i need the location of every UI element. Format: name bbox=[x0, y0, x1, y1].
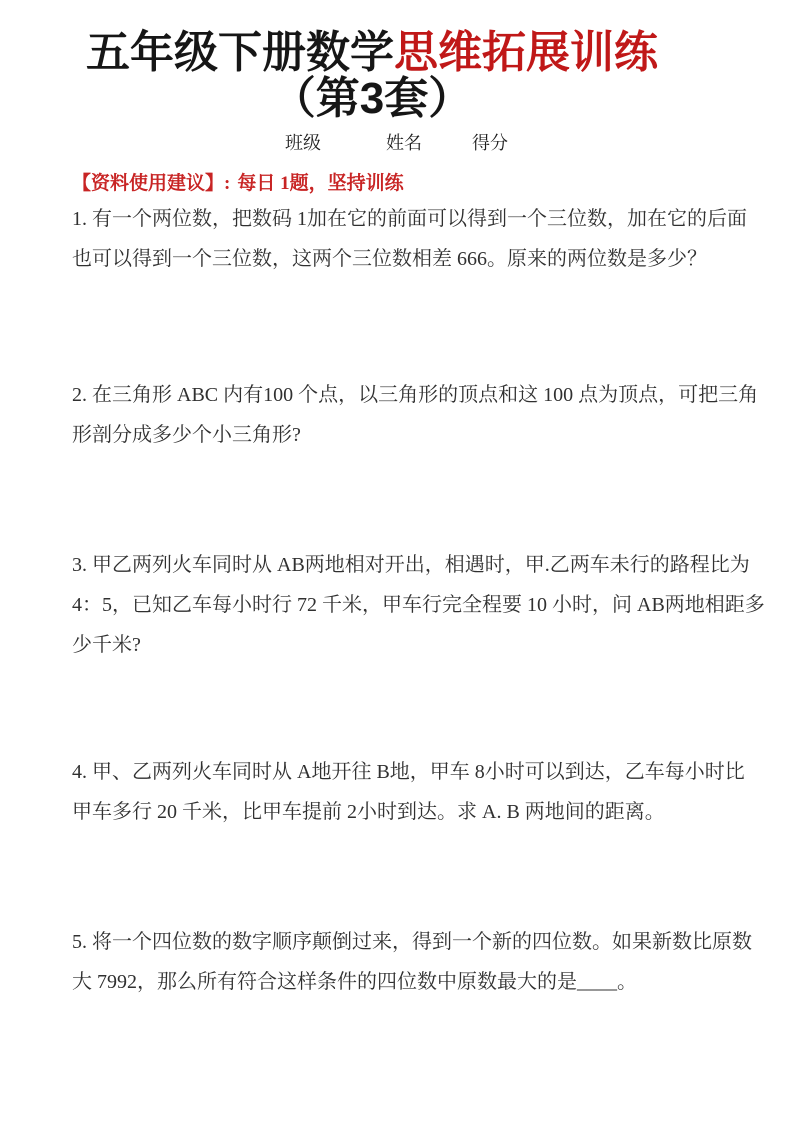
fields-row bbox=[285, 132, 793, 154]
page-title bbox=[72, 30, 672, 122]
question-2 bbox=[72, 375, 759, 455]
question-4-line-1: 4. 甲、乙两列火车同时从 A地开往 B地，甲车 8小时可以到达，乙车每小时比 bbox=[72, 761, 745, 783]
question-1 bbox=[72, 199, 747, 279]
question-3-line-1: 3. 甲乙两列火车同时从 AB两地相对开出，相遇时，甲.乙两车未行的路程比为 bbox=[72, 554, 750, 576]
question-2-line-1: 2. 在三角形 ABC 内有100 个点，以三角形的顶点和这 100 点为顶点，可把三角 bbox=[72, 384, 759, 406]
question-2-line-2: 形剖分成多少个小三角形? bbox=[72, 424, 301, 446]
advisory-text: 每日 1题，坚持训练 bbox=[237, 173, 404, 194]
question-5-line-1: 5. 将一个四位数的数字顺序颠倒过来，得到一个新的四位数。如果新数比原数 bbox=[72, 931, 752, 953]
name-label: 姓名 bbox=[386, 133, 422, 153]
question-3-line-3: 少千米? bbox=[72, 634, 141, 656]
advisory-label: 【资料使用建议】: bbox=[72, 173, 231, 194]
worksheet-body bbox=[0, 172, 793, 1002]
question-4-line-2: 甲车多行 20 千米，比甲车提前 2小时到达。求 A. B 两地间的距离。 bbox=[72, 801, 665, 823]
title-black-segment: 五年级下册数学 bbox=[86, 28, 394, 77]
question-5-line-2: 大 7992，那么所有符合这样条件的四位数中原数最大的是____。 bbox=[72, 971, 637, 993]
class-label: 班级 bbox=[285, 133, 321, 153]
question-1-line-2: 也可以得到一个三位数，这两个三位数相差 666。原来的两位数是多少？ bbox=[72, 248, 707, 270]
question-1-line-1: 1. 有一个两位数，把数码 1加在它的前面可以得到一个三位数，加在它的后面 bbox=[72, 208, 747, 230]
advisory-line bbox=[72, 172, 733, 195]
question-5 bbox=[72, 922, 752, 1002]
title-red-segment: 思维拓展训练 bbox=[394, 28, 658, 77]
score-label: 得分 bbox=[472, 133, 508, 153]
title-line-1 bbox=[72, 30, 672, 76]
question-3-line-2: 4：5，已知乙车每小时行 72 千米，甲车行完全程要 10 小时，问 AB两地相距多 bbox=[72, 594, 765, 616]
title-set-number: （第3套） bbox=[271, 74, 473, 123]
question-4 bbox=[72, 752, 745, 832]
question-3 bbox=[72, 545, 765, 665]
